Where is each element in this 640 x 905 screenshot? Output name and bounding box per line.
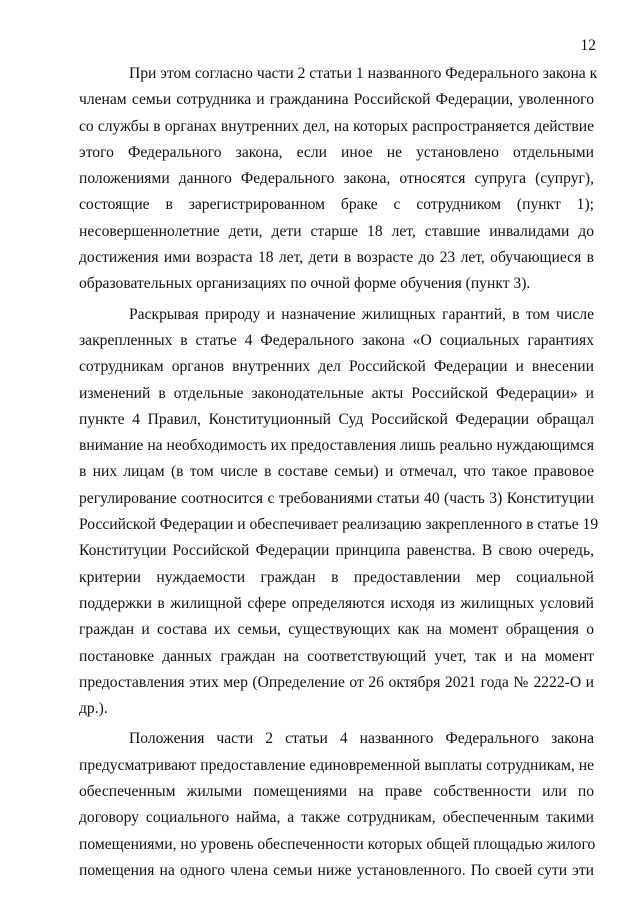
text-line: изменений в отдельные законодательные акты Российской Федерации» и [79, 384, 594, 402]
text-line: При этом согласно части 2 статьи 1 названного Федерального закона к [129, 65, 598, 82]
text-line: положениями данного Федерального закона, относятся супруга (супруг), [79, 170, 594, 188]
paragraph-3 [79, 726, 594, 884]
text-line: регулирование соотносится с требованиями статьи 40 (часть 3) Конституции [79, 489, 594, 507]
text-line: со службы в органах внутренних дел, на которых распространяется действие [79, 117, 594, 135]
text-line: обеспеченным жилыми помещениями на праве собственности или по [79, 783, 594, 801]
text-line: помещениями, но уровень обеспеченности которых общей площадью жилого [79, 835, 596, 853]
text-line: Российской Федерации и обеспечивает реализацию закрепленного в статье 19 [79, 516, 599, 534]
paragraph-1 [79, 61, 598, 298]
text-line: закрепленных в статье 4 Федерального закона «О социальных гарантиях [79, 331, 594, 349]
text-line: состоящие в зарегистрированном браке с сотрудником (пункт 1); [79, 196, 594, 214]
text-line: Положения части 2 статьи 4 названного Федерального закона [129, 730, 594, 748]
text-line: Раскрывая природу и назначение жилищных гарантий, в том числе [129, 305, 594, 323]
text-line: граждан и состава их семьи, существующих как на момент обращения о [79, 621, 594, 639]
text-line: предоставления этих мер (Определение от 26 октября 2021 года № 2222-О и [79, 673, 594, 691]
text-line: в них лицам (в том числе в составе семьи) и отмечал, что такое правовое [79, 463, 594, 481]
page-number: 12 [580, 37, 596, 54]
text-line: сотрудникам органов внутренних дел Российской Федерации и внесении [79, 358, 594, 376]
text-line: пункте 4 Правил, Конституционный Суд Российской Федерации обращал [79, 410, 594, 428]
text-line: поддержки в жилищной сфере определяются исходя из жилищных условий [79, 594, 594, 612]
text-line: образовательных организациях по очной форме обучения (пункт 3). [79, 275, 531, 293]
text-line: этого Федерального закона, если иное не установлено отдельными [79, 143, 594, 161]
text-line: внимание на необходимость их предоставления лишь реально нуждающимся [79, 437, 594, 455]
text-line: предусматривают предоставление единовременной выплаты сотрудникам, не [79, 756, 594, 774]
document-body [79, 61, 599, 884]
text-line: достижения ими возраста 18 лет, дети в возрасте до 23 лет, обучающиеся в [79, 249, 594, 267]
text-line: несовершеннолетние дети, дети старше 18 лет, ставшие инвалидами до [79, 222, 594, 240]
text-line: членам семьи сотрудника и гражданина Российской Федерации, уволенного [79, 91, 594, 109]
text-line: критерии нуждаемости граждан в предоставлении мер социальной [79, 568, 594, 586]
text-line: постановке данных граждан на соответствующий учет, так и на момент [79, 647, 594, 665]
text-line: др.). [79, 700, 108, 718]
text-line: помещения на одного члена семьи ниже установленного. По своей сути эти [79, 861, 594, 879]
text-line: Конституции Российской Федерации принципа равенства. В свою очередь, [79, 542, 594, 560]
text-line: договору социального найма, а также сотрудникам, обеспеченным такими [79, 809, 594, 827]
paragraph-2 [79, 302, 599, 723]
